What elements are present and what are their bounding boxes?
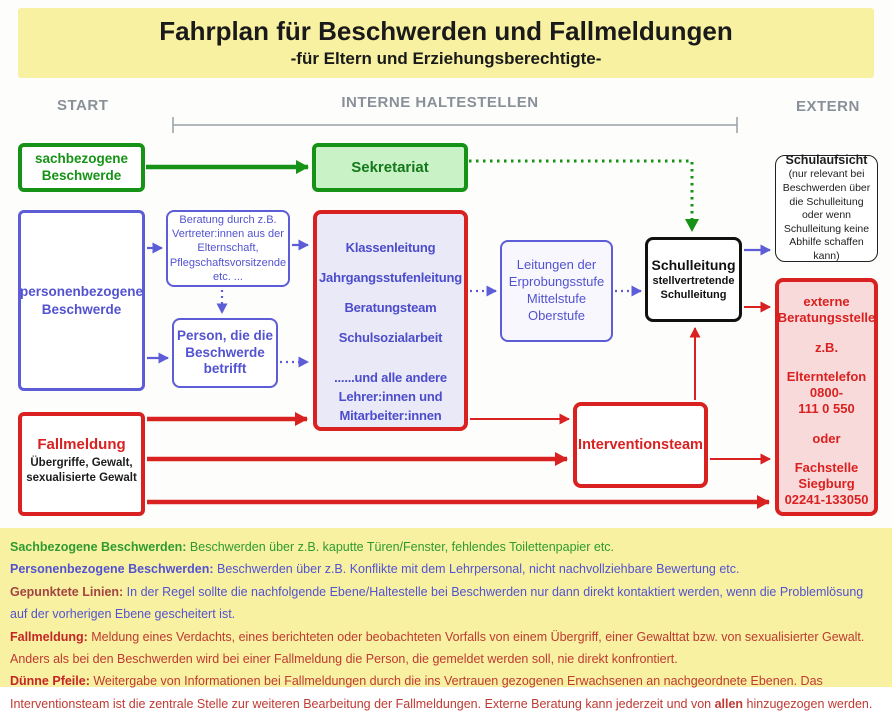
node-label: personenbezogene — [19, 283, 144, 299]
legend-item-personenbezogene — [10, 558, 882, 580]
node-label: Klassenleitung — [345, 240, 436, 255]
node-title: Beratungsstelle — [777, 310, 876, 326]
legend-text: Beschwerden über z.B. Konflikte mit dem Lehrpersonal, nicht nachvollziehbare Bewertung etc. — [213, 562, 740, 577]
node-personenbezogene-beschwerde — [18, 210, 145, 391]
node-externe-beratungsstelle — [775, 278, 878, 516]
node-subtitle: Übergriffe, Gewalt, — [30, 457, 133, 469]
node-extra-label — [334, 369, 447, 426]
node-label: Beschwerde — [41, 301, 122, 317]
node-label: Mitarbeiter:innen — [339, 407, 442, 423]
legend-text: auf der vorherigen Ebene gescheitert ist. — [10, 607, 236, 622]
legend-text: Interventionsteam ist die zentrale Stelle zur weiteren Bearbeitung der Fallmeldungen. Externe Beratung kann jederzeit und von — [10, 696, 715, 711]
node-label: z.B. — [814, 339, 839, 355]
internal-stops-bracket — [173, 117, 737, 133]
lane-header-internal: INTERNE HALTESTELLEN — [341, 94, 539, 111]
node-label: Interventionsteam — [578, 437, 703, 453]
legend-item-gepunktete-linien — [10, 581, 882, 626]
node-label: oder — [812, 430, 841, 446]
node-subtitle: stellvertretende Schulleitung — [652, 274, 735, 301]
org-label: Fachstelle — [794, 459, 859, 475]
node-body: (nur relevant bei Beschwerden über die Schulleitung oder wenn Schulleitung keine Abhilfe schaffen kann) — [782, 168, 871, 263]
legend-text-bold: allen — [714, 696, 744, 711]
legend-text: Anders als bei den Beschwerden wird bei einer Fallmeldung die Person, die gemeldet werden soll, nie direkt konfrontiert. — [10, 652, 678, 667]
node-subtitle: sexualisierte Gewalt — [26, 471, 137, 484]
node-label: Beratungsteam — [344, 300, 437, 315]
legend-label: Dünne Pfeile: — [10, 674, 90, 689]
arrow-dotted-sekretariat-to-schulleitung — [469, 161, 692, 231]
page-subtitle: -für Eltern und Erziehungsberechtigte- — [290, 49, 602, 69]
phone-number: 0800- — [809, 385, 844, 400]
phone-number: 02241-133050 — [784, 492, 869, 508]
node-body: Leitungen der Erprobungsstufe Mittelstufe Oberstufe — [508, 257, 605, 323]
phone-number: 111 0 550 — [798, 401, 855, 417]
node-sachbezogene-beschwerde — [18, 143, 145, 192]
node-fallmeldung — [18, 412, 145, 516]
org-label: Siegburg — [798, 476, 855, 491]
lane-header-start: START — [57, 97, 109, 114]
node-schulaufsicht — [775, 155, 878, 262]
legend-item-fallmeldung — [10, 626, 882, 671]
node-title: Schulaufsicht — [785, 153, 868, 168]
lane-header-extern: EXTERN — [796, 98, 860, 115]
node-title: externe — [803, 294, 850, 309]
legend-label: Sachbezogene Beschwerden: — [10, 540, 187, 554]
node-leitungen-stufen — [500, 240, 613, 342]
node-interventionsteam — [573, 402, 708, 488]
node-label: sachbezogene — [34, 150, 129, 166]
node-schulleitung — [645, 237, 742, 322]
node-person-betrifft — [172, 318, 278, 388]
legend-text: Weitergabe von Informationen bei Fallmeldungen durch die ins Vertrauen gezogenen Erwachsenen an nachgeordnete Ebenen. Das — [89, 674, 823, 689]
legend-text: In der Regel sollte die nachfolgende Ebene/Haltestelle bei Beschwerden nur dann direkt kontaktiert werden, wenn die Problemlösung — [123, 584, 864, 599]
legend-panel — [0, 528, 892, 711]
node-sekretariat — [312, 143, 468, 192]
legend-label: Gepunktete Linien: — [10, 584, 124, 599]
legend-label: Personenbezogene Beschwerden: — [10, 562, 214, 577]
legend-text: hinzugezogen werden. — [743, 696, 873, 711]
legend-label: Fallmeldung: — [10, 629, 88, 644]
page-title: Fahrplan für Beschwerden und Fallmeldungen — [159, 15, 733, 46]
node-label: Lehrer:innen und — [338, 388, 443, 404]
node-label: Sekretariat — [351, 159, 429, 176]
node-label: Beschwerde — [41, 167, 122, 183]
legend-item-sachbezogene — [10, 536, 882, 558]
node-label: Jahrgangsstufenleitung — [319, 270, 462, 285]
title-banner — [18, 8, 874, 78]
legend-text: Beschwerden über z.B. kaputte Türen/Fenster, fehlendes Toilettenpapier etc. — [186, 540, 615, 554]
node-title: Fallmeldung — [37, 436, 126, 453]
node-staff-levels — [313, 210, 468, 431]
node-body: Person, die die Beschwerde betrifft — [176, 327, 274, 377]
node-body: Beratung durch z.B. Vertreter:innen aus der Elternschaft, Pflegschaftsvorsitzende etc. ... — [169, 214, 287, 283]
legend-text: Meldung eines Verdachts, eines berichteten oder beobachteten Vorfalls von einem Übergriff, einer Gewalttat bzw. von sexualisierter Gewalt. — [87, 629, 865, 644]
legend-item-duenne-pfeile — [10, 670, 882, 715]
node-title: Schulleitung — [651, 256, 736, 273]
node-label: ......und alle andere — [334, 370, 447, 385]
node-beratung — [166, 210, 290, 287]
node-label: Schulsozialarbeit — [338, 330, 443, 345]
phone-label: Elterntelefon — [786, 368, 867, 384]
